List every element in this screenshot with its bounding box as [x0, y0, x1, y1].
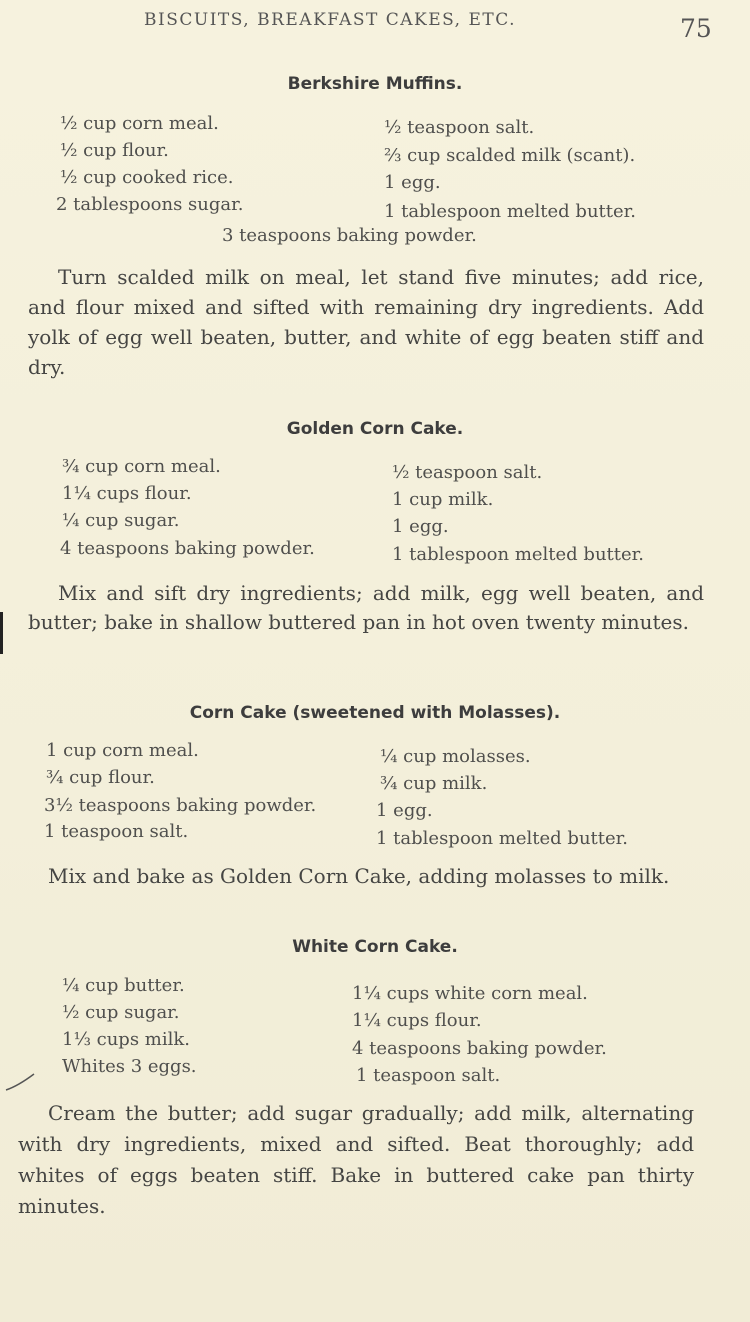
ingredient: 1 egg.	[392, 516, 449, 537]
recipe-method: Turn scalded milk on meal, let stand five minutes; add rice, and flour mixed and sifted with remaining dry ingredients. Add yolk of egg well beaten, butter, and white of egg beaten stiff and dry.	[28, 265, 704, 379]
ingredient: ½ cup corn meal.	[60, 113, 219, 134]
ingredient: 1 egg.	[384, 172, 441, 193]
ingredient: 1 tablespoon melted butter.	[376, 828, 629, 849]
ingredient: Whites 3 eggs.	[62, 1056, 197, 1077]
ingredient: ¾ cup flour.	[46, 767, 155, 788]
ingredient: 1 teaspoon salt.	[356, 1065, 501, 1086]
recipe-title-berkshire-muffins: Berkshire Muffins.	[287, 74, 463, 94]
ingredient: ½ teaspoon salt.	[392, 462, 543, 483]
ingredient: 4 teaspoons baking powder.	[352, 1038, 607, 1059]
ingredient: 3½ teaspoons baking powder.	[44, 795, 317, 816]
ingredient: ¾ cup milk.	[380, 773, 488, 794]
recipe-title-corn-cake-molasses: Corn Cake (sweetened with Molasses).	[189, 703, 561, 723]
ingredient: 1 egg.	[376, 800, 433, 821]
running-head: BISCUITS, BREAKFAST CAKES, ETC.	[144, 10, 517, 30]
ingredient: ½ cup cooked rice.	[60, 167, 234, 188]
recipe-title-white-corn-cake: White Corn Cake.	[292, 937, 458, 957]
binding-mark	[0, 612, 3, 654]
ingredient: 1¼ cups flour.	[352, 1010, 482, 1031]
recipe-method: Mix and bake as Golden Corn Cake, adding molasses to milk.	[48, 864, 670, 888]
recipe-title-golden-corn-cake: Golden Corn Cake.	[286, 419, 464, 439]
ingredient: 4 teaspoons baking powder.	[60, 538, 315, 559]
ingredient: 1⅓ cups milk.	[62, 1029, 190, 1050]
ingredient: 1¼ cups white corn meal.	[352, 983, 588, 1004]
ingredient: ¼ cup butter.	[62, 975, 185, 996]
ingredient: 1 tablespoon melted butter.	[392, 544, 645, 565]
pencil-mark	[4, 1072, 36, 1092]
ingredient: ⅔ cup scalded milk (scant).	[384, 145, 636, 166]
ingredient: 1 teaspoon salt.	[44, 821, 189, 842]
ingredient: ½ teaspoon salt.	[384, 117, 535, 138]
ingredient: 1 cup corn meal.	[46, 740, 199, 761]
ingredient: ¾ cup corn meal.	[62, 456, 221, 477]
ingredient: ½ cup sugar.	[62, 1002, 180, 1023]
ingredient: ¼ cup molasses.	[380, 746, 531, 767]
recipe-method: Cream the butter; add sugar gradually; add milk, alternating with dry ingredients, mixed and sifted. Beat thoroughly; add whites of eggs beaten stiff. Bake in buttered cake pan thirty minutes.	[18, 1101, 694, 1218]
ingredient: 1¼ cups flour.	[62, 483, 192, 504]
ingredient: 2 tablespoons sugar.	[56, 194, 244, 215]
ingredient: 1 cup milk.	[392, 489, 494, 510]
page-number: 75	[680, 14, 712, 43]
ingredient: ½ cup flour.	[60, 140, 169, 161]
ingredient: 1 tablespoon melted butter.	[384, 201, 637, 222]
ingredient: 3 teaspoons baking powder.	[222, 225, 477, 246]
recipe-method: Mix and sift dry ingredients; add milk, egg well beaten, and butter; bake in shallow buttered pan in hot oven twenty minutes.	[28, 581, 704, 634]
ingredient: ¼ cup sugar.	[62, 510, 180, 531]
